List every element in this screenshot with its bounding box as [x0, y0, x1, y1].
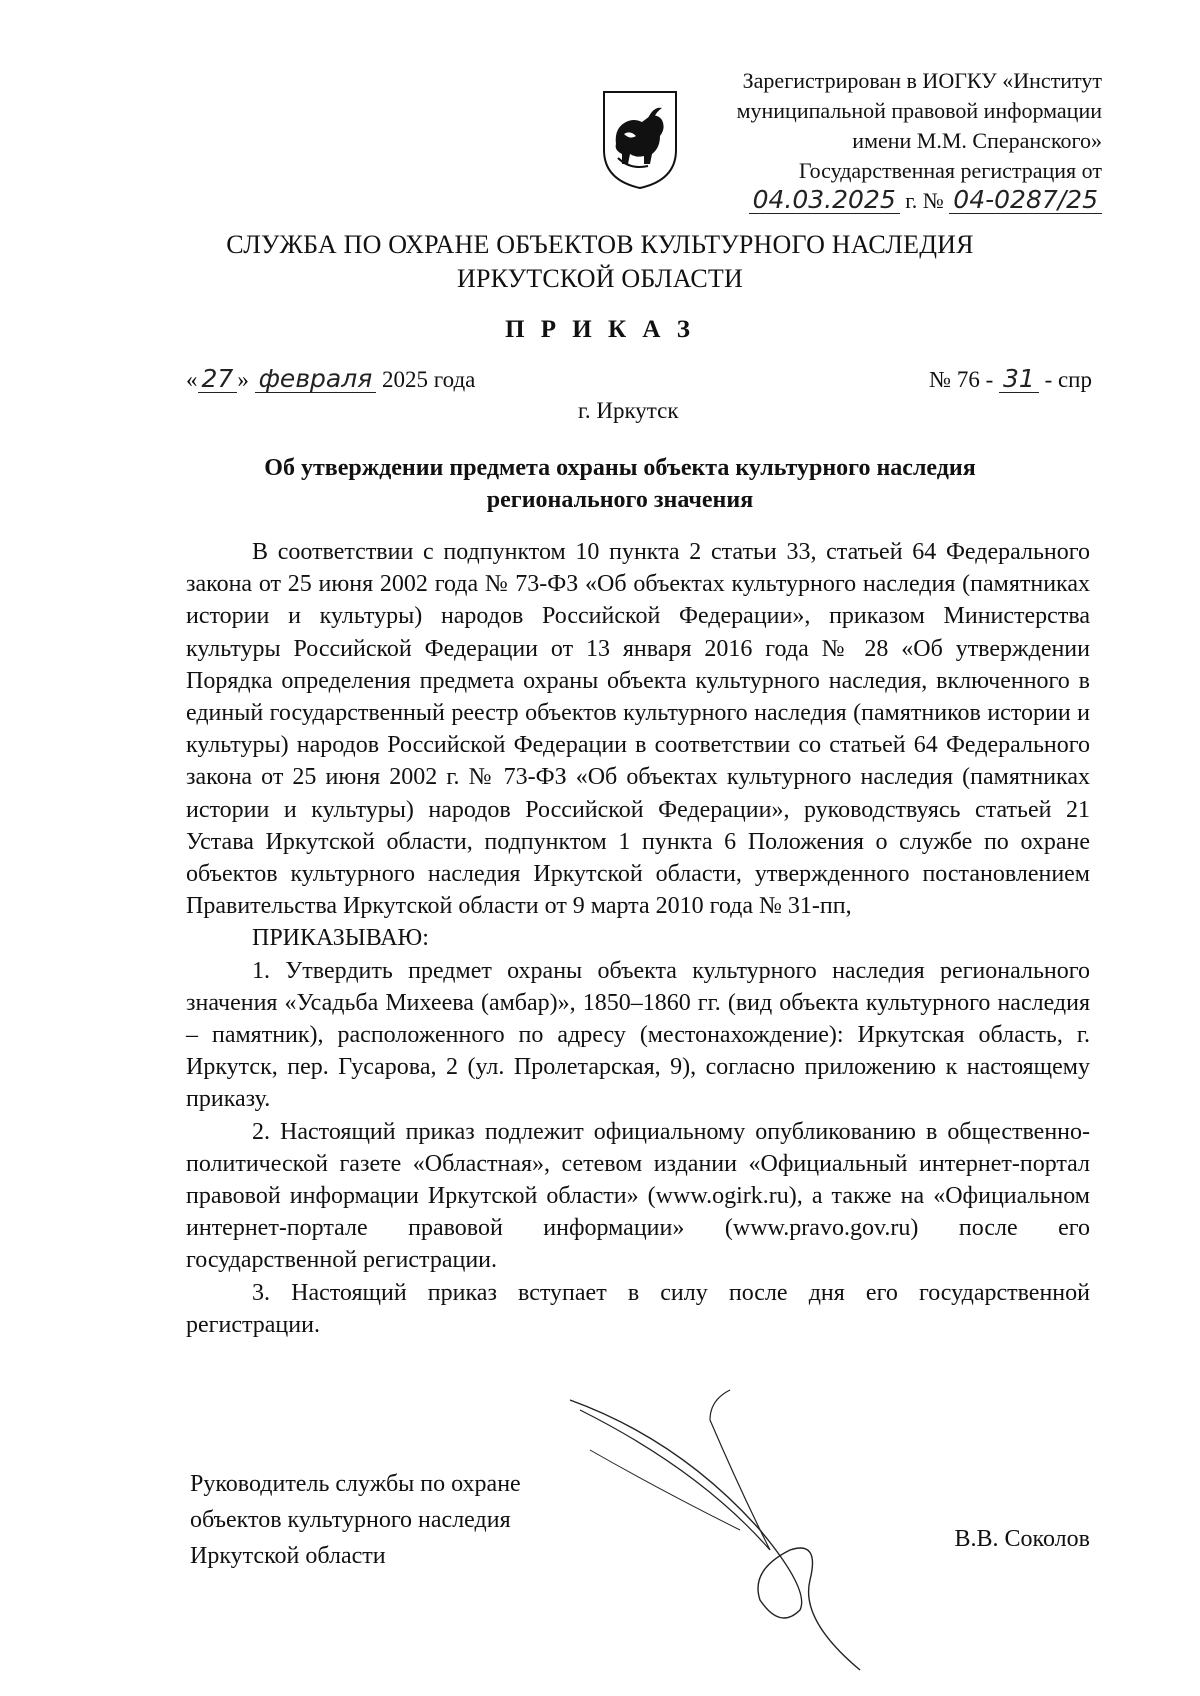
agency-name-line-2: ИРКУТСКОЙ ОБЛАСТИ — [456, 264, 743, 293]
city: г. Иркутск — [578, 398, 679, 423]
date-month: февраля — [255, 366, 377, 393]
handwritten-signature — [560, 1380, 900, 1680]
registration-line-2: муниципальной правовой информации — [736, 98, 1102, 123]
registration-number-label: г. № — [905, 188, 944, 213]
signatory-title-line-2: объектов культурного наследия — [190, 1507, 511, 1533]
registration-line-4: Государственная регистрация от — [798, 158, 1102, 183]
order-subject-line-1: Об утверждении предмета охраны объекта культурного наследия — [264, 455, 976, 481]
order-word: ПРИКАЗЫВАЮ: — [252, 925, 429, 952]
signatory-title-line-3: Иркутской области — [190, 1543, 386, 1569]
registration-line-3: имени М.М. Сперанского» — [852, 128, 1102, 153]
order-number-value: 31 — [999, 366, 1039, 393]
date-year: 2025 года — [382, 367, 476, 392]
registration-date: 04.03.2025 — [749, 187, 900, 214]
date-close-quote: » — [237, 367, 249, 392]
order-number-prefix: № 76 - — [929, 367, 994, 392]
order-subject — [180, 452, 1060, 516]
date-open-quote: « — [186, 367, 198, 392]
coat-of-arms-emblem — [600, 88, 680, 192]
agency-name — [0, 228, 1200, 296]
order-item-3: 3. Настоящий приказ вступает в силу после дня его государственной регистрации. — [186, 1279, 1090, 1338]
order-number — [929, 366, 1092, 393]
document-type-title: П Р И К А З — [505, 316, 695, 343]
preamble-paragraph: В соответствии с подпунктом 10 пункта 2 статьи 33, статьей 64 Федерального закона от 25 июня 2002 года № 73-ФЗ «Об объектах культурного наследия (памятниках истории и культуры) народов Российской Федерации», приказом Министерства культуры Российской Федерации от 13 января 2016 года № 28 «Об утверждении Порядка определения предмета охраны объекта культурного наследия, включенного в единый государственный реестр объектов культурного наследия (памятников истории и культуры) народов Российской Федерации в соответствии со статьей 64 Федерального закона от 25 июня 2002 г. № 73-ФЗ «Об объектах культурного наследия (памятниках истории и культуры) народов Российской Федерации», руководствуясь статьей 21 Устава Иркутской области, подпунктом 1 пункта 6 Положения о службе по охране объектов культурного наследия Иркутской области, утвержденного постановлением Правительства Иркутской области от 9 марта 2010 года № 31-пп, — [186, 539, 1090, 920]
order-item-1: 1. Утвердить предмет охраны объекта культурного наследия регионального значения «Усадьба Михеева (амбар)», 1850–1860 гг. (вид объекта культурного наследия – памятник), расположенного по адресу (местонахождение): Иркутская область, г. Иркутск, пер. Гусарова, 2 (ул. Пролетарская, 9), согласно приложению к настоящему приказу. — [186, 957, 1090, 1113]
order-item-2: 2. Настоящий приказ подлежит официальному опубликованию в общественно-политической газете «Областная», сетевом издании «Официальный интернет-портал правовой информации Иркутской области» (www.ogirk.ru), а также на «Официальном интернет-портале правовой информации» (www.pravo.gov.ru) после его государственной регистрации. — [186, 1118, 1090, 1274]
date-day: 27 — [198, 366, 238, 393]
registration-stamp — [682, 66, 1102, 216]
order-subject-line-2: регионального значения — [486, 487, 754, 513]
registration-number: 04-0287/25 — [949, 187, 1102, 214]
order-body — [186, 536, 1090, 1341]
signatory-name: В.В. Соколов — [954, 1526, 1090, 1552]
registration-line-5 — [682, 186, 1102, 216]
order-date — [186, 366, 475, 393]
registration-line-1: Зарегистрирован в ИОГКУ «Институт — [742, 68, 1102, 93]
agency-name-line-1: СЛУЖБА ПО ОХРАНЕ ОБЪЕКТОВ КУЛЬТУРНОГО НАСЛЕДИЯ — [226, 230, 974, 259]
signatory-title-line-1: Руководитель службы по охране — [190, 1471, 521, 1497]
order-number-suffix: - спр — [1044, 367, 1092, 392]
signatory-title — [190, 1466, 521, 1574]
